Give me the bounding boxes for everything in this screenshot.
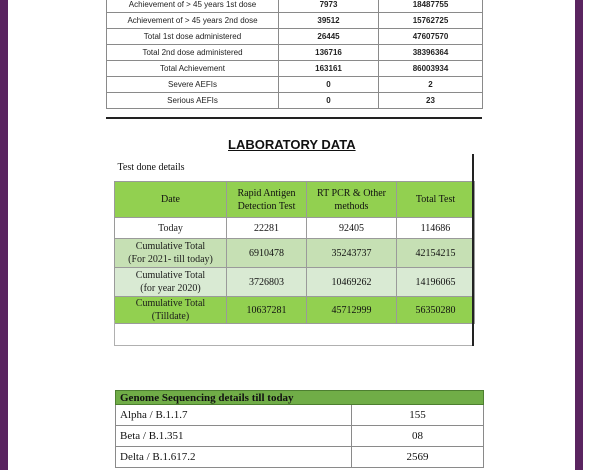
label-line: Cumulative Total [135, 241, 206, 252]
label-line: (For 2021- till today) [128, 254, 213, 265]
page-border-right [575, 0, 583, 470]
label-line: Cumulative Total [135, 270, 206, 281]
rapid-value: 3726803 [227, 268, 307, 297]
total-value: 2 [379, 77, 483, 93]
row-label: Total 1st dose administered [107, 29, 279, 45]
table-row [115, 239, 475, 268]
row-label [115, 268, 227, 297]
table-row [107, 13, 483, 29]
row-label: Serious AEFIs [107, 93, 279, 109]
table-edge-rule [472, 154, 474, 346]
today-value: 0 [279, 93, 379, 109]
label-line: Cumulative Total [135, 298, 206, 309]
table-header-row [116, 391, 484, 405]
label-line: (for year 2020) [140, 283, 201, 294]
column-header-rapid [227, 182, 307, 218]
rtpcr-value: 45712999 [307, 297, 397, 324]
table-row [107, 45, 483, 61]
table-row [107, 29, 483, 45]
variant-name: Beta / B.1.351 [116, 426, 352, 447]
table-row [115, 268, 475, 297]
page-border-left [0, 0, 8, 470]
total-value: 114686 [397, 218, 475, 239]
total-value: 56350280 [397, 297, 475, 324]
section-title: LABORATORY DATA [228, 137, 356, 152]
rtpcr-value: 10469262 [307, 268, 397, 297]
genome-title: Genome Sequencing details till today [116, 391, 484, 405]
total-value: 86003934 [379, 61, 483, 77]
header-line: methods [334, 200, 369, 212]
laboratory-table-container [114, 154, 474, 346]
header-line: RT PCR & Other [317, 187, 386, 199]
column-header-total: Total Test [397, 182, 475, 218]
today-value: 26445 [279, 29, 379, 45]
variant-name: Alpha / B.1.1.7 [116, 405, 352, 426]
column-header-date: Date [115, 182, 227, 218]
table-row [107, 0, 483, 13]
table-row [116, 405, 484, 426]
rtpcr-value: 92405 [307, 218, 397, 239]
table-row [116, 447, 484, 468]
column-header-rtpcr [307, 182, 397, 218]
table-row [115, 218, 475, 239]
laboratory-table [114, 154, 475, 324]
label-line: (Tilldate) [151, 311, 190, 322]
rtpcr-value: 35243737 [307, 239, 397, 268]
row-label: Total 2nd dose administered [107, 45, 279, 61]
rapid-value: 10637281 [227, 297, 307, 324]
rapid-value: 22281 [227, 218, 307, 239]
genome-sequencing-table [115, 390, 484, 468]
today-value: 7973 [279, 0, 379, 13]
today-value: 163161 [279, 61, 379, 77]
table-bottom-rule [106, 117, 482, 119]
today-value: 136716 [279, 45, 379, 61]
today-value: 0 [279, 77, 379, 93]
total-value: 42154215 [397, 239, 475, 268]
row-label: Achievement of > 45 years 2nd dose [107, 13, 279, 29]
row-label: Total Achievement [107, 61, 279, 77]
today-value: 39512 [279, 13, 379, 29]
table-row [107, 77, 483, 93]
total-value: 38396364 [379, 45, 483, 61]
row-label: Today [115, 218, 227, 239]
header-line: Rapid Antigen [237, 187, 296, 199]
total-value: 18487755 [379, 0, 483, 13]
variant-count: 08 [352, 426, 484, 447]
header-line: Detection Test [237, 200, 296, 212]
total-value: 14196065 [397, 268, 475, 297]
table-row [116, 426, 484, 447]
variant-count: 155 [352, 405, 484, 426]
vaccination-table [106, 0, 483, 109]
total-value: 23 [379, 93, 483, 109]
row-label: Achievement of > 45 years 1st dose [107, 0, 279, 13]
table-empty-area [114, 320, 474, 346]
table-row [107, 61, 483, 77]
row-label: Severe AEFIs [107, 77, 279, 93]
variant-count: 2569 [352, 447, 484, 468]
table-caption: Test done details [115, 154, 475, 182]
variant-name: Delta / B.1.617.2 [116, 447, 352, 468]
table-row [107, 93, 483, 109]
rapid-value: 6910478 [227, 239, 307, 268]
total-value: 47607570 [379, 29, 483, 45]
table-header-row [115, 182, 475, 218]
row-label [115, 239, 227, 268]
total-value: 15762725 [379, 13, 483, 29]
